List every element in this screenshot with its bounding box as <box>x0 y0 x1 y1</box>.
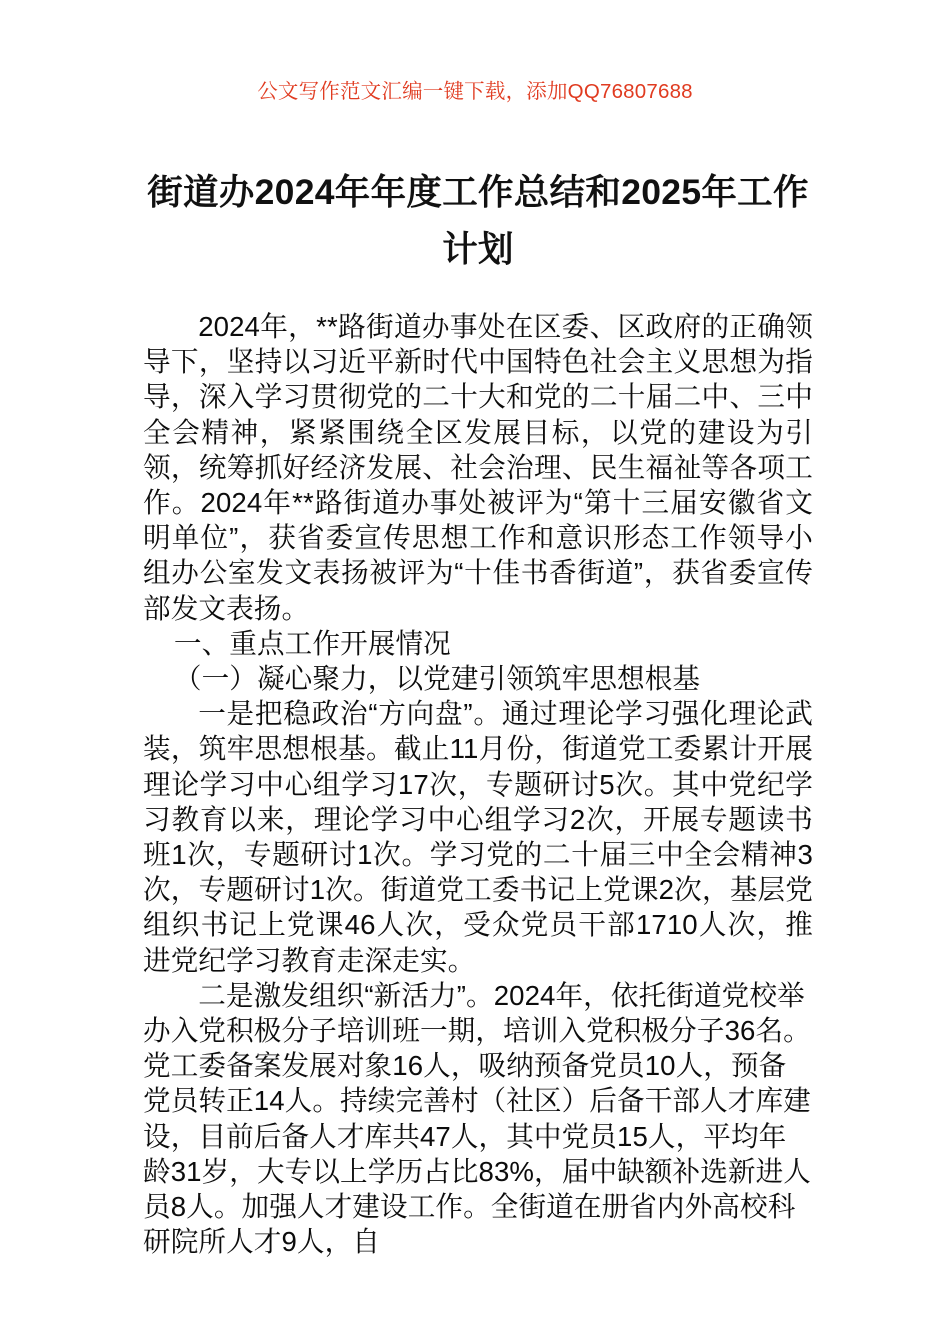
paragraph-point-one: 一是把稳政治“方向盘”。通过理论学习强化理论武装，筑牢思想根基。截止11月份，街道党工委累计开展理论学习中心组学习17次，专题研讨5次。其中党纪学习教育以来，理论学习中心组学习2次，开展专题读书班1次，专题研讨1次。学习党的二十届三中全会精神3次，专题研讨1次。街道党工委书记上党课2次，基层党组织书记上党课46人次，受众党员干部1710人次，推进党纪学习教育走深走实。 <box>143 698 813 976</box>
heading-subsection-one-one: （一）凝心聚力，以党建引领筑牢思想根基 <box>173 663 701 695</box>
document-body <box>143 309 813 1259</box>
document-title: 街道办2024年年度工作总结和2025年工作计划 <box>147 172 809 269</box>
paragraph-point-two: 二是激发组织“新活力”。2024年，依托街道党校举办入党积极分子培训班一期，培训入党积极分子36名。党工委备案发展对象16人，吸纳预备党员10人，预备党员转正14人。持续完善村（社区）后备干部人才库建设，目前后备人才库共47人，其中党员15人，平均年龄31岁，大专以上学历占比83%，届中缺额补选新进人员8人。加强人才建设工作。全街道在册省内外高校科研院所人才9人，自 <box>143 979 811 1258</box>
paragraph-opening: 2024年，**路街道办事处在区委、区政府的正确领导下，坚持以习近平新时代中国特色社会主义思想为指导，深入学习贯彻党的二十大和党的二十届二中、三中全会精神，紧紧围绕全区发展目标，以党的建设为引领，统筹抓好经济发展、社会治理、民生福祉等各项工作。2024年**路街道办事处被评为“第十三届安徽省文明单位”，获省委宣传思想工作和意识形态工作领导小组办公室发文表扬被评为“十佳书香街道”，获省委宣传部发文表扬。 <box>143 311 813 624</box>
promo-watermark-header: 公文写作范文汇编一键下载，添加QQ76807688 <box>257 80 693 103</box>
heading-section-one: 一、重点工作开展情况 <box>173 627 451 659</box>
document-content <box>143 164 813 1259</box>
